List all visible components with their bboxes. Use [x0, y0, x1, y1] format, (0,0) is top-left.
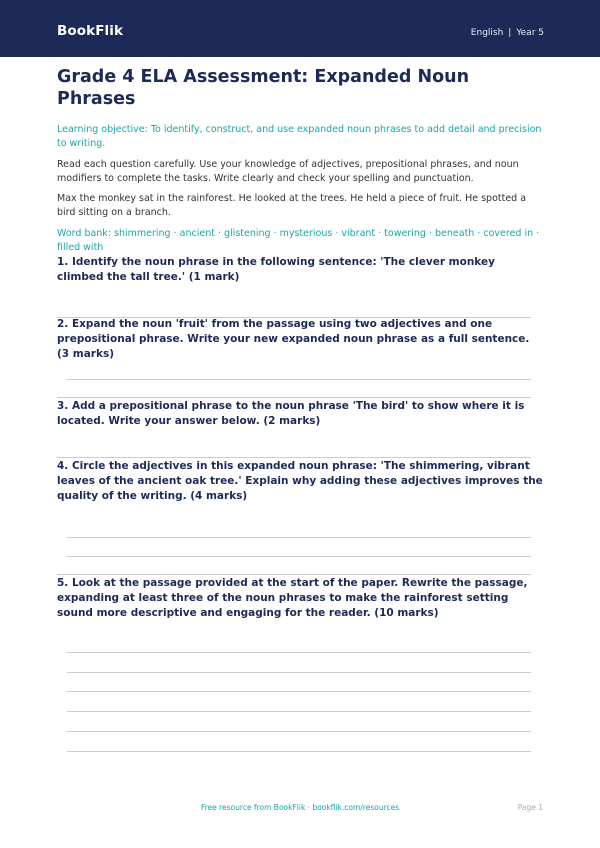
section-divider — [57, 574, 531, 575]
answer-line[interactable] — [67, 711, 531, 712]
section-divider — [57, 397, 531, 398]
page-number: Page 1 — [517, 803, 543, 812]
meta-separator: | — [508, 28, 512, 38]
answer-line[interactable] — [67, 691, 531, 692]
answer-line[interactable] — [67, 731, 531, 732]
answer-line[interactable] — [67, 672, 531, 673]
question-1: 1. Identify the noun phrase in the following sentence: 'The clever monkey climbed the tall tree.' (1 mark) — [57, 256, 495, 283]
answer-line[interactable] — [67, 379, 531, 380]
passage-text: Max the monkey sat in the rainforest. He looked at the trees. He held a piece of fruit. He spotted a bird sitting on a branch. — [57, 193, 527, 218]
brand-logo[interactable]: BookFlik — [57, 23, 124, 39]
answer-line[interactable] — [67, 537, 531, 538]
page-title: Grade 4 ELA Assessment: Expanded Noun Phrases — [57, 67, 470, 109]
year-label: Year 5 — [516, 28, 544, 38]
question-2: 2. Expand the noun 'fruit' from the passage using two adjectives and one prepositional phrase. Write your new expanded noun phrase as a full sentence. (3 marks) — [57, 318, 530, 360]
page-header — [0, 0, 600, 57]
answer-line[interactable] — [67, 652, 531, 653]
header-meta — [471, 28, 544, 38]
subject-label: English — [470, 28, 504, 38]
question-3: 3. Add a prepositional phrase to the noun phrase 'The bird' to show where it is located. Write your answer below. (2 marks) — [57, 400, 525, 427]
answer-line[interactable] — [67, 556, 531, 557]
word-bank: Word bank: shimmering · ancient · glistening · mysterious · vibrant · towering · beneath · covered in · filled with — [57, 228, 540, 253]
section-divider — [57, 457, 531, 458]
question-5: 5. Look at the passage provided at the start of the paper. Rewrite the passage, expanding at least three of the noun phrases to make the rainforest setting sound more descriptive and engaging for the reader. (10 marks) — [57, 577, 528, 619]
question-4: 4. Circle the adjectives in this expanded noun phrase: 'The shimmering, vibrant leaves of the ancient oak tree.' Explain why adding these adjectives improves the quality of the writing. (4 marks) — [57, 460, 543, 502]
intro-section — [57, 66, 543, 255]
learning-objective: Learning objective: To identify, construct, and use expanded noun phrases to add detail and precision to writing. — [57, 124, 542, 149]
footer-credit-link[interactable]: Free resource from BookFlik · bookflik.com/resources — [200, 803, 400, 812]
instructions-text: Read each question carefully. Use your knowledge of adjectives, prepositional phrases, and noun modifiers to complete the tasks. Write clearly and check your spelling and punctuation. — [57, 159, 519, 184]
answer-line[interactable] — [67, 751, 531, 752]
